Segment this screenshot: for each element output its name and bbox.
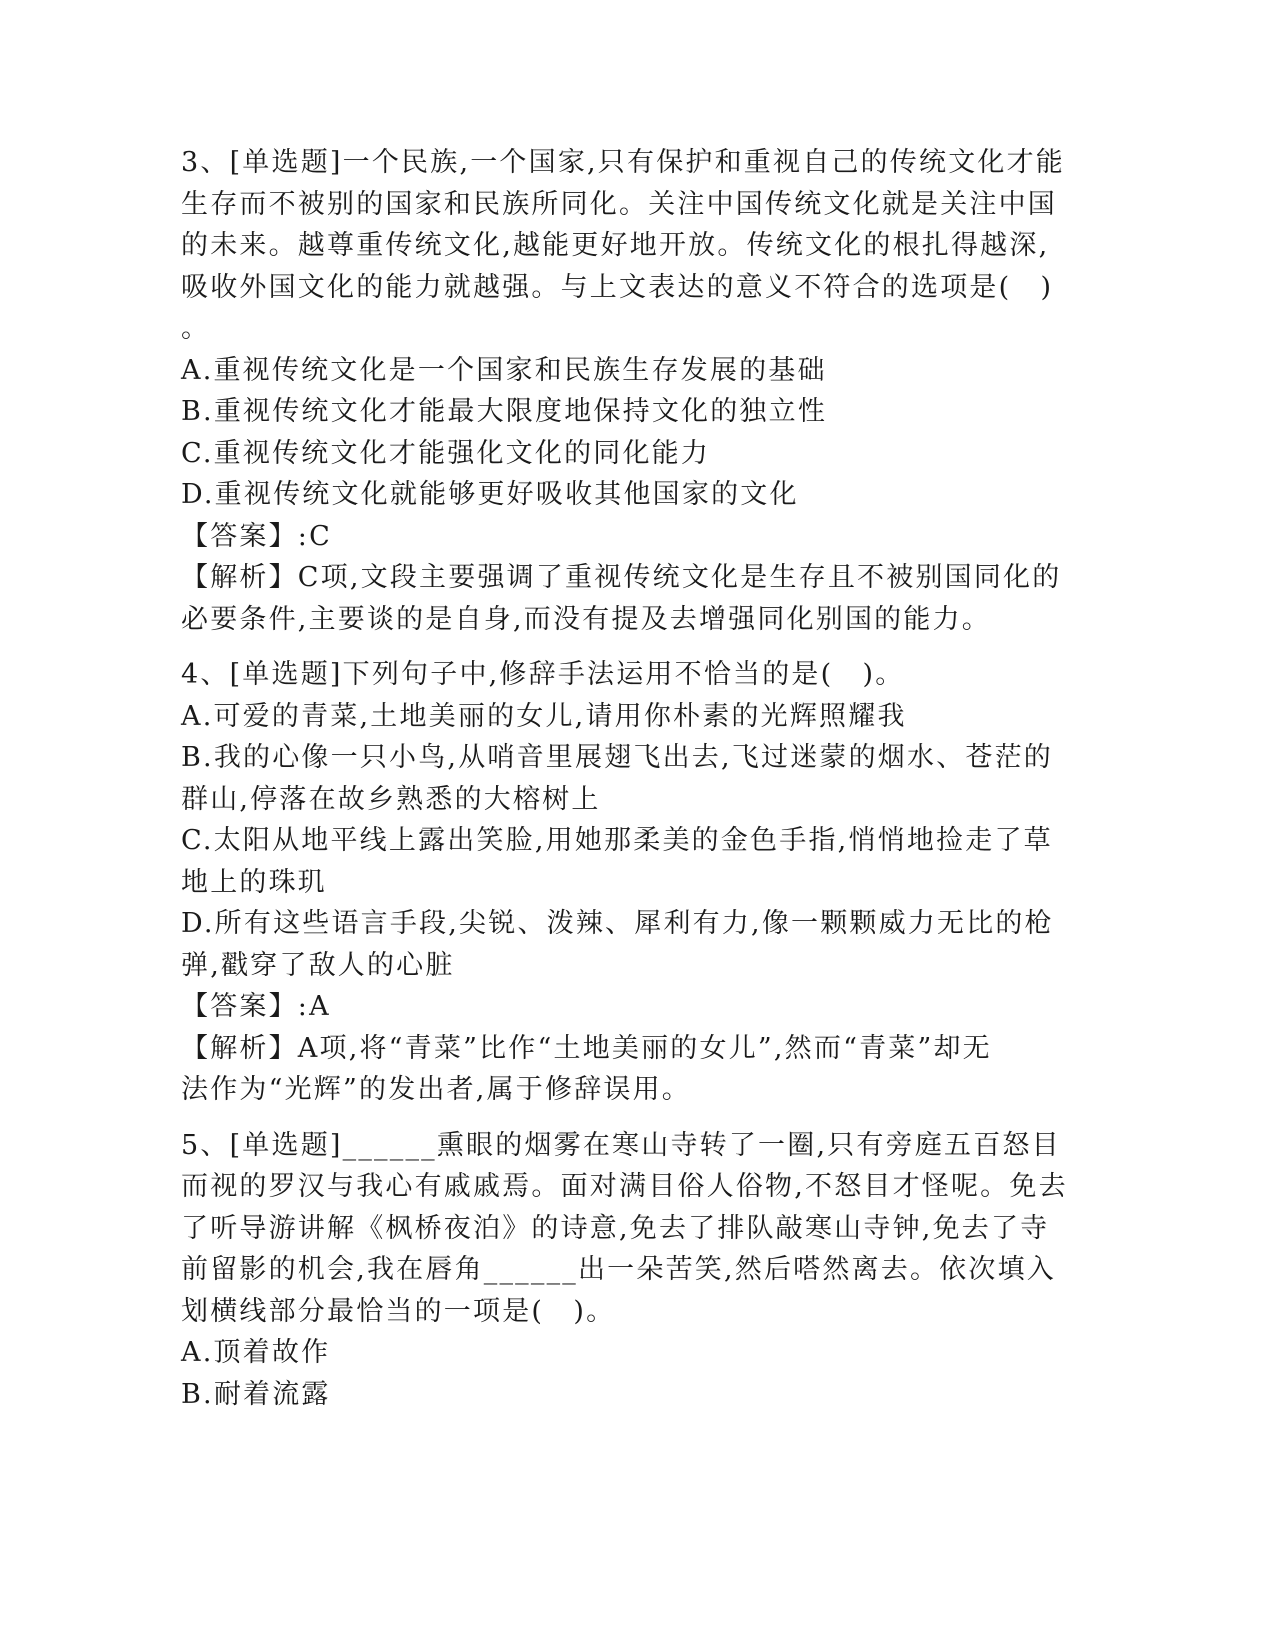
analysis: [181, 1028, 1081, 1111]
analysis-line: 【解析】C项,文段主要强调了重视传统文化是生存且不被别国同化的: [181, 562, 1062, 593]
analysis-line: 必要条件,主要谈的是自身,而没有提及去增强同化别国的能力。: [181, 603, 991, 635]
stem-line: 。: [181, 313, 211, 344]
option-d: D.所有这些语言手段,尖锐、泼辣、犀利有力,像一颗颗威力无比的枪: [181, 908, 1054, 939]
question-stem: [181, 654, 1081, 696]
analysis: [181, 557, 1081, 640]
option-b: B.重视传统文化才能最大限度地保持文化的独立性: [181, 396, 828, 427]
option-c-cont: 地上的珠玑: [181, 866, 327, 898]
option-c: C.重视传统文化才能强化文化的同化能力: [181, 437, 711, 469]
answer: 【答案】:A: [181, 991, 331, 1022]
stem-line: 了听导游讲解《枫桥夜泊》的诗意,免去了排队敲寒山寺钟,免去了寺: [181, 1212, 1050, 1244]
stem-line: 生存而不被别的国家和民族所同化。关注中国传统文化就是关注中国: [181, 188, 1057, 220]
analysis-line: 法作为“光辉”的发出者,属于修辞误用。: [181, 1074, 691, 1105]
stem-line: 前留影的机会,我在唇角______出一朵苦笑,然后嗒然离去。依次填入: [181, 1254, 1056, 1285]
stem-line: 5、[单选题]______熏眼的烟雾在寒山寺转了一圈,只有旁庭五百怒目: [181, 1129, 1061, 1161]
option-a: A.重视传统文化是一个国家和民族生存发展的基础: [181, 354, 827, 386]
question-5: [181, 1125, 1081, 1416]
question-4: [181, 654, 1081, 1111]
option-d-cont: 弹,戳穿了敌人的心脏: [181, 949, 455, 981]
option-d: D.重视传统文化就能够更好吸收其他国家的文化: [181, 479, 799, 510]
analysis-line: 【解析】A项,将“青菜”比作“土地美丽的女儿”,然而“青菜”却无: [181, 1032, 992, 1064]
option-list: [181, 1332, 1081, 1415]
option-b: B.我的心像一只小鸟,从哨音里展翅飞出去,飞过迷蒙的烟水、苍茫的: [181, 742, 1053, 773]
question-3: [181, 142, 1081, 640]
stem-line: 吸收外国文化的能力就越强。与上文表达的意义不符合的选项是( ): [181, 271, 1054, 303]
question-stem: [181, 1125, 1081, 1333]
question-stem: [181, 142, 1081, 350]
option-list: [181, 350, 1081, 516]
question-divider-space: [181, 1111, 1081, 1125]
option-list: [181, 696, 1081, 987]
stem-line: 4、[单选题]下列句子中,修辞手法运用不恰当的是( )。: [181, 659, 905, 690]
option-a: A.可爱的青菜,土地美丽的女儿,请用你朴素的光辉照耀我: [181, 700, 907, 732]
option-b-cont: 群山,停落在故乡熟悉的大榕树上: [181, 783, 601, 815]
stem-line: 而视的罗汉与我心有戚戚焉。面对满目俗人俗物,不怒目才怪呢。免去: [181, 1171, 1068, 1202]
option-a: A.顶着故作: [181, 1337, 331, 1368]
document-page: [181, 142, 1081, 1415]
stem-line: 划横线部分最恰当的一项是( )。: [181, 1295, 616, 1327]
stem-line: 3、[单选题]一个民族,一个国家,只有保护和重视自己的传统文化才能: [181, 147, 1066, 178]
question-divider-space: [181, 640, 1081, 654]
stem-line: 的未来。越尊重传统文化,越能更好地开放。传统文化的根扎得越深,: [181, 230, 1050, 261]
option-b: B.耐着流露: [181, 1378, 331, 1410]
answer: 【答案】:C: [181, 520, 332, 552]
option-c: C.太阳从地平线上露出笑脸,用她那柔美的金色手指,悄悄地捡走了草: [181, 825, 1053, 856]
